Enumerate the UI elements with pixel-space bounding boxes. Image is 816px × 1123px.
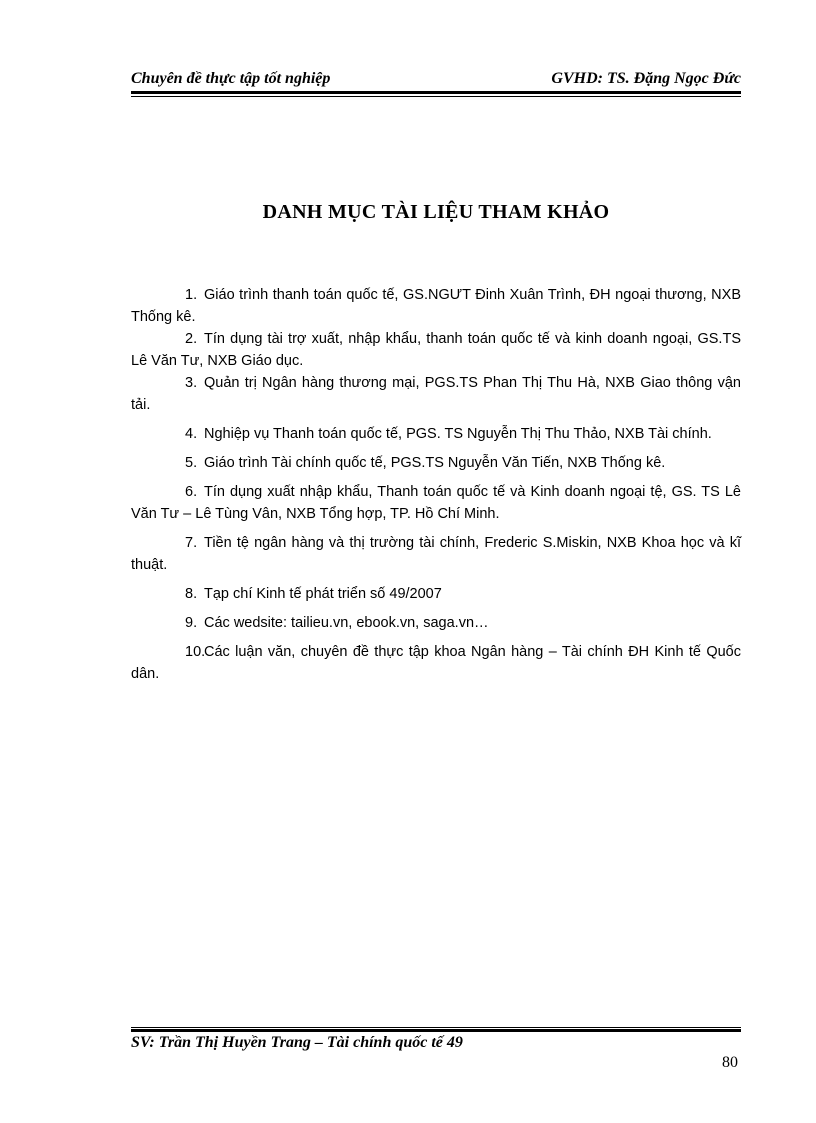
reference-text: Tín dụng tài trợ xuất, nhập khẩu, thanh toán quốc tế và kinh doanh ngoại, GS.TS Lê Văn Tư, NXB Giáo dục. <box>131 331 741 369</box>
reference-number: 5. <box>185 455 198 471</box>
reference-text: Các wedsite: tailieu.vn, ebook.vn, saga.vn… <box>204 615 489 631</box>
reference-number: 4. <box>185 426 198 442</box>
header-rule <box>131 91 741 94</box>
header-supervisor: GVHD: TS. Đặng Ngọc Đức <box>551 70 741 87</box>
footer-rule <box>131 1027 741 1028</box>
reference-number: 1. <box>185 287 198 303</box>
reference-number: 7. <box>185 535 198 551</box>
reference-item <box>131 532 741 576</box>
reference-item <box>131 452 741 474</box>
reference-text: Các luận văn, chuyên đề thực tập khoa Ngân hàng – Tài chính ĐH Kinh tế Quốc dân. <box>131 644 741 682</box>
reference-text: Giáo trình Tài chính quốc tế, PGS.TS Nguyễn Văn Tiến, NXB Thống kê. <box>204 455 666 471</box>
reference-item <box>131 328 741 372</box>
reference-number: 2. <box>185 331 198 347</box>
reference-text: Nghiệp vụ Thanh toán quốc tế, PGS. TS Nguyễn Thị Thu Thảo, NXB Tài chính. <box>204 426 712 442</box>
page-title: DANH MỤC TÀI LIỆU THAM KHẢO <box>262 201 610 223</box>
reference-item <box>131 372 741 416</box>
reference-number: 9. <box>185 615 198 631</box>
reference-text: Tín dụng xuất nhập khẩu, Thanh toán quốc tế và Kinh doanh ngoại tệ, GS. TS Lê Văn Tư – Lê Tùng Vân, NXB Tổng hợp, TP. Hồ Chí Minh. <box>131 484 741 522</box>
reference-list <box>131 284 741 692</box>
reference-text: Giáo trình thanh toán quốc tế, GS.NGƯT Đinh Xuân Trình, ĐH ngoại thương, NXB Thống kê. <box>131 287 741 325</box>
reference-text: Tạp chí Kinh tế phát triển số 49/2007 <box>204 586 442 602</box>
header-course-title: Chuyên đề thực tập tốt nghiệp <box>131 70 331 87</box>
reference-item <box>131 641 741 685</box>
page-header <box>131 70 741 90</box>
reference-item <box>131 612 741 634</box>
reference-number: 8. <box>185 586 198 602</box>
reference-item <box>131 284 741 328</box>
reference-item <box>131 583 741 605</box>
reference-number: 3. <box>185 375 198 391</box>
reference-text: Tiền tệ ngân hàng và thị trường tài chính, Frederic S.Miskin, NXB Khoa học và kĩ thuật. <box>131 535 741 573</box>
reference-item <box>131 423 741 445</box>
reference-text: Quản trị Ngân hàng thương mại, PGS.TS Phan Thị Thu Hà, NXB Giao thông vận tải. <box>131 375 741 413</box>
reference-item <box>131 481 741 525</box>
reference-number: 10. <box>185 644 206 660</box>
footer-student: SV: Trần Thị Huyền Trang – Tài chính quốc tế 49 <box>131 1034 463 1051</box>
reference-number: 6. <box>185 484 198 500</box>
page-number: 80 <box>722 1054 738 1071</box>
